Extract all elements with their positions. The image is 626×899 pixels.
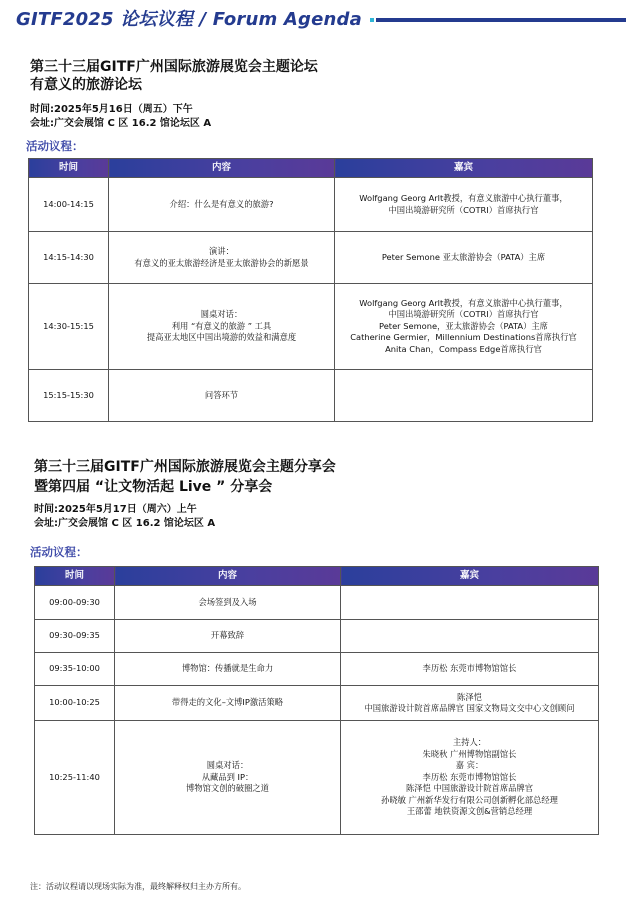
guests-line: Catherine Germier，Millennium Destinations首席执行官: [350, 332, 577, 343]
table-header-row: [35, 567, 599, 586]
guests-cell: [335, 370, 593, 422]
guests-line: Wolfgang Georg Arlt教授，有意义旅游中心执行董事，: [359, 193, 568, 203]
column-header-content: 内容: [115, 567, 341, 586]
time-line: 14:15-14:30: [43, 251, 94, 262]
guests-cell: [341, 686, 599, 721]
time-line: 14:30-15:15: [43, 320, 94, 331]
guests-cell: [341, 586, 599, 620]
column-header-guests: 嘉宾: [335, 159, 593, 178]
content-line: 会场签到及入场: [198, 596, 257, 607]
guests-line: Peter Semone 亚太旅游协会（PATA）主席: [381, 251, 546, 262]
forum1-agenda-label: 活动议程：: [26, 139, 84, 153]
content-line: 博物馆文创的破圈之道: [186, 783, 269, 794]
guests-line: Wolfgang Georg Arlt教授，有意义旅游中心执行董事，: [359, 297, 568, 308]
content-line: 从藏品到 IP：: [201, 771, 254, 782]
guests-line: 李历松 东莞市博物馆馆长: [422, 663, 517, 674]
table-row: [29, 370, 593, 422]
content-line: 利用 “有意义的旅游 ” 工具: [171, 320, 272, 331]
time-cell: [35, 686, 115, 721]
time-line: 09:35-10:00: [49, 663, 100, 674]
table-row: [35, 686, 599, 721]
guests-line: 中国旅游设计院首席品牌官 国家文物局文交中心文创顾问: [364, 703, 575, 713]
guests-line: 陈泽恺: [457, 691, 482, 702]
table-row: [29, 232, 593, 284]
time-line: 10:00-10:25: [49, 697, 100, 708]
guests-line: 嘉 宾：: [455, 760, 484, 771]
guests-cell: [341, 721, 599, 835]
header-accent: [370, 18, 374, 22]
column-header-time: 时间: [29, 159, 109, 178]
forum1-title-line1: 第三十三届GITF广州国际旅游展览会主题论坛: [30, 59, 318, 75]
forum1-title-line2: 有意义的旅游论坛: [30, 77, 142, 93]
forum1-agenda-table: [28, 158, 593, 422]
guests-cell: [335, 178, 593, 232]
column-header-time: 时间: [35, 567, 115, 586]
content-cell: [109, 284, 335, 370]
content-line: 圆桌对话：: [206, 760, 249, 771]
content-cell: [115, 686, 341, 721]
guests-line: 李历松 东莞市博物馆馆长: [422, 771, 517, 782]
time-cell: [29, 370, 109, 422]
column-header-guests: 嘉宾: [341, 567, 599, 586]
content-line: 有意义的亚太旅游经济是亚太旅游协会的新愿景: [134, 257, 309, 268]
content-cell: [115, 653, 341, 686]
page-header: [0, 0, 626, 34]
content-line: 演讲：: [209, 246, 234, 256]
table-row: [35, 653, 599, 686]
content-cell: [115, 586, 341, 620]
content-line: 带得走的文化–文博IP激活策略: [171, 697, 284, 708]
table-row: [35, 620, 599, 653]
content-cell: [109, 178, 335, 232]
content-cell: [109, 370, 335, 422]
table-row: [35, 586, 599, 620]
table-row: [29, 284, 593, 370]
time-cell: [29, 178, 109, 232]
content-line: 开幕致辞: [210, 630, 245, 641]
forum2-venue: 会址:广交会展馆 C 区 16.2 馆论坛区 A: [34, 518, 216, 529]
forum1-time: 时间:2025年5月16日（周五）下午: [30, 104, 193, 115]
guests-cell: [335, 284, 593, 370]
content-cell: [115, 620, 341, 653]
guests-line: 陈泽恺 中国旅游设计院首席品牌官: [405, 783, 534, 794]
guests-line: Peter Semone，亚太旅游协会（PATA）主席: [379, 320, 548, 331]
time-cell: [35, 620, 115, 653]
guests-cell: [341, 620, 599, 653]
time-cell: [35, 653, 115, 686]
time-line: 14:00-14:15: [43, 198, 94, 209]
guests-line: 中国出境游研究所（COTRI）首席执行官: [388, 309, 539, 320]
time-cell: [35, 721, 115, 835]
table-header-row: [29, 159, 593, 178]
content-cell: [109, 232, 335, 284]
content-line: 提高亚太地区中国出境游的效益和满意度: [146, 332, 297, 343]
guests-line: Anita Chan，Compass Edge首席执行官: [385, 343, 542, 354]
content-line: 圆桌对话：: [200, 309, 243, 320]
guests-cell: [341, 653, 599, 686]
table-row: [35, 721, 599, 835]
forum2-title-line2: 暨第四届 “让文物活起 Live ” 分享会: [34, 479, 273, 495]
footnote: 注：活动议程请以现场实际为准，最终解释权归主办方所有。: [30, 882, 246, 891]
guests-cell: [335, 232, 593, 284]
header-title: GITF2025 论坛议程 / Forum Agenda: [16, 9, 362, 30]
header-rule: [376, 18, 626, 22]
forum2-agenda-label: 活动议程：: [30, 545, 88, 559]
time-cell: [35, 586, 115, 620]
guests-line: 中国出境游研究所（COTRI）首席执行官: [388, 204, 539, 215]
forum2-title-line1: 第三十三届GITF广州国际旅游展览会主题分享会: [34, 459, 336, 475]
guests-line: 朱晓秋 广州博物馆副馆长: [422, 748, 517, 759]
forum1-venue: 会址:广交会展馆 C 区 16.2 馆论坛区 A: [30, 118, 212, 129]
time-cell: [29, 284, 109, 370]
table-row: [29, 178, 593, 232]
time-cell: [29, 232, 109, 284]
content-line: 问答环节: [204, 389, 239, 400]
column-header-content: 内容: [109, 159, 335, 178]
time-line: 09:30-09:35: [49, 630, 100, 641]
guests-line: 主持人：: [452, 737, 487, 748]
content-line: 博物馆：传播就是生命力: [181, 663, 274, 674]
time-line: 15:15-15:30: [43, 389, 94, 400]
time-line: 10:25-11:40: [49, 771, 100, 782]
forum2-agenda-table: [34, 566, 599, 835]
guests-line: 孙晓敏 广州新华发行有限公司创新孵化部总经理: [381, 794, 558, 805]
content-cell: [115, 721, 341, 835]
guests-line: 王邵蕾 地铁资源文创&营销总经理: [406, 806, 533, 817]
content-line: 介绍：什么是有意义的旅游?: [169, 198, 274, 209]
forum2-time: 时间:2025年5月17日（周六）上午: [34, 504, 197, 515]
time-line: 09:00-09:30: [49, 596, 100, 607]
